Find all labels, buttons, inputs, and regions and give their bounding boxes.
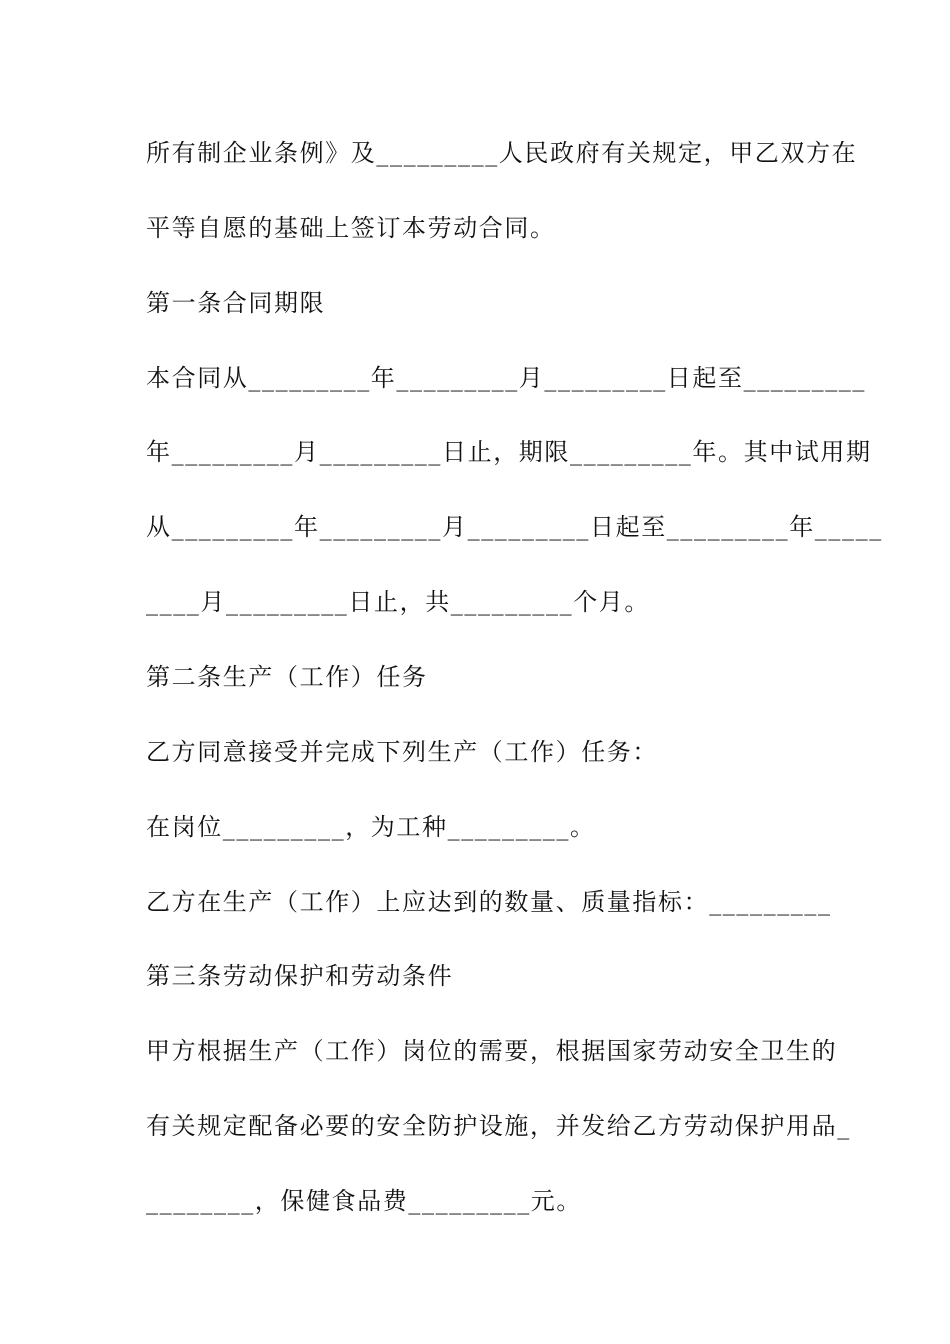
text-line: 所有制企业条例》及_________人民政府有关规定，甲乙双方在	[146, 139, 858, 167]
text-line: 乙方同意接受并完成下列生产（工作）任务：	[146, 738, 658, 766]
text-line: ____月_________日止，共_________个月。	[146, 588, 650, 616]
section-heading: 第二条生产（工作）任务	[146, 663, 428, 691]
text-line: 甲方根据生产（工作）岗位的需要，根据国家劳动安全卫生的	[146, 1037, 838, 1065]
text-line: 年_________月_________日止，期限_________年。其中试用期	[146, 438, 872, 466]
text-line: ________，保健食品费_________元。	[146, 1187, 582, 1215]
text-line: 本合同从_________年_________月_________日起至_________	[146, 364, 866, 392]
text-line: 平等自愿的基础上签订本劳动合同。	[146, 214, 556, 242]
text-line: 有关规定配备必要的安全防护设施，并发给乙方劳动保护用品_	[146, 1112, 851, 1140]
text-line: 在岗位_________，为工种_________。	[146, 813, 596, 841]
section-heading: 第三条劳动保护和劳动条件	[146, 962, 454, 990]
text-line: 从_________年_________月_________日起至_________年_____	[146, 513, 883, 541]
section-heading: 第一条合同期限	[146, 289, 326, 317]
text-line: 乙方在生产（工作）上应达到的数量、质量指标：_________	[146, 888, 832, 916]
